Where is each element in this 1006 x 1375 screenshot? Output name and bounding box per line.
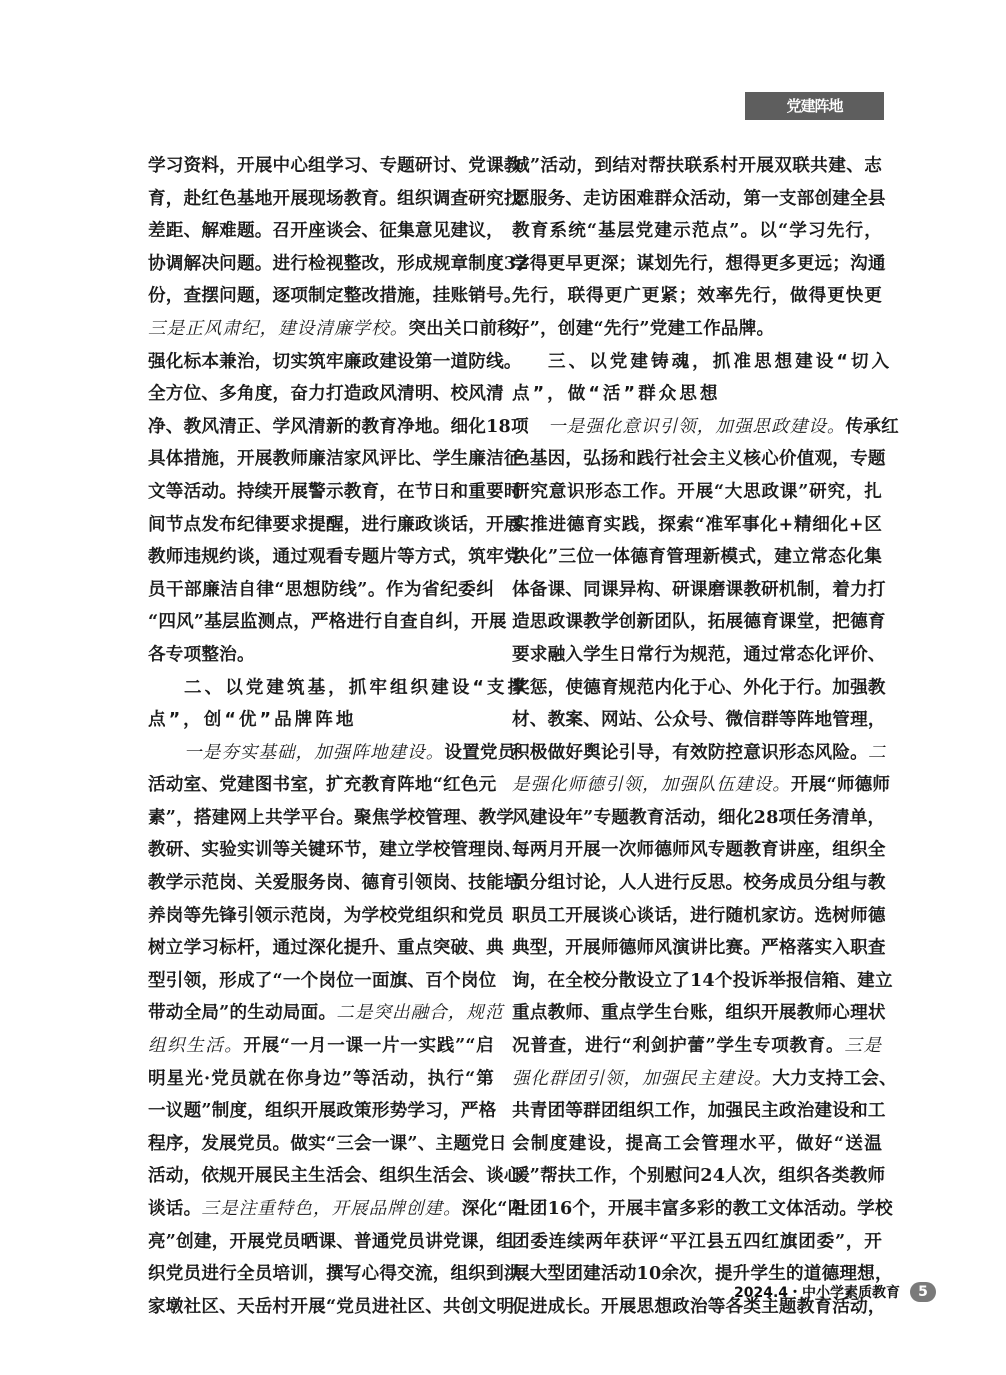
text-line: 活动，依规开展民主生活会、组织生活会、谈心 — [148, 1165, 522, 1187]
text-line: 团委连续两年获评“平江县五四红旗团委”，开 — [512, 1230, 882, 1252]
section-tag: 党建阵地 — [745, 92, 884, 120]
text-line: 询，在全校分散设立了14个投诉举报信箱、建立 — [512, 969, 893, 991]
body-text: 谈话。 — [148, 1198, 202, 1219]
subheading-text: 二是突出融合，规范 — [336, 1003, 504, 1024]
text-line: 份，查摆问题，逐项制定整改措施，挂账销号。 — [148, 285, 522, 307]
text-line: 学习资料，开展中心组学习、专题研讨、党课教 — [148, 155, 522, 176]
text-line: 协调解决问题。进行检视整改，形成规章制度32 — [148, 252, 529, 274]
text-line: 亮”创建，开展党员晒课、普通党员讲党课，组 — [148, 1230, 515, 1252]
text-line: 职员工开展谈心谈话，进行随机家访。选树师德 — [512, 904, 886, 926]
text-line — [512, 1063, 897, 1096]
text-line — [148, 737, 516, 770]
subheading-text: 一是强化意识引领，加强思政建设。 — [548, 416, 846, 437]
text-line — [512, 769, 891, 802]
text-line: 教育系统“基层党建示范点”。以“学习先行， — [512, 220, 882, 242]
text-line: 程序，发展党员。做实“三会一课”、主题党日 — [148, 1132, 507, 1154]
text-line: 愿服务、走访困难群众活动，第一支部创建全县 — [512, 187, 886, 209]
text-line: 育，赴红色基地开展现场教育。组织调查研究找 — [148, 187, 522, 209]
text-line: 织党员进行全员培训，撰写心得交流，组织到洪 — [148, 1263, 522, 1285]
body-text: 积极做好舆论引导，有效防控意识形态风险。 — [512, 741, 868, 763]
body-text: 设置党员 — [444, 741, 516, 763]
left-column — [148, 150, 533, 1323]
text-line: 块化”三位一体德育管理新模式，建立常态化集 — [512, 546, 882, 568]
text-line: 一议题”制度，组织开展政策形势学习，严格 — [148, 1100, 497, 1122]
text-line: 文等活动。持续开展警示教育，在节日和重要时 — [148, 480, 522, 502]
text-line: 要求融入学生日常行为规范，通过常态化评价、 — [512, 643, 886, 665]
body-text: 况普查，进行“利剑护蕾”学生专项教育。 — [512, 1035, 845, 1057]
text-line: 先行，联得更广更紧；效率先行，做得更快更 — [512, 285, 882, 307]
subheading-text: 一是夯实基础，加强阵地建设。 — [184, 742, 445, 763]
text-line: 学得更早更深；谋划先行，想得更多更远；沟通 — [512, 252, 886, 274]
text-line: 树立学习标杆，通过深化提升、重点突破、典 — [148, 937, 504, 959]
text-line: 促进成长。开展思想政治等各类主题教育活动， — [512, 1295, 886, 1317]
text-line — [512, 737, 887, 770]
section-heading-line: 点”，做“活”群众思想 — [512, 384, 721, 405]
subheading-text: 三是正风肃纪，建设清廉学校。 — [148, 318, 409, 339]
text-line: 家墩社区、天岳村开展“党员进社区、共创文明 — [148, 1295, 515, 1317]
text-line: 净、教风清正、学风清新的教育净地。细化18项 — [148, 415, 529, 437]
text-line: 养岗等先锋引领示范岗，为学校党组织和党员 — [148, 904, 504, 926]
text-line: 具体措施，开展教师廉洁家风评比、学生廉洁征 — [148, 448, 522, 470]
text-line: 典型，开展师德师风演讲比赛。严格落实入职查 — [512, 937, 886, 959]
body-text: 开展“师德师 — [790, 774, 891, 796]
text-line: 好”，创建“先行”党建工作品牌。 — [512, 317, 775, 339]
text-line: 材、教案、网站、公众号、微信群等阵地管理， — [512, 709, 886, 731]
text-line: 差距、解难题。召开座谈会、征集意见建议， — [148, 220, 504, 242]
text-line: 暖”帮扶工作，个别慰问24人次，组织各类教师 — [512, 1165, 886, 1187]
body-text: 传承红 — [845, 415, 899, 437]
text-line: 强化标本兼治，切实筑牢廉政建设第一道防线。 — [148, 350, 522, 372]
body-text: 开展“一月一课一片一实践”“启 — [243, 1035, 494, 1057]
section-heading-line: 点”，创“优”品牌阵地 — [148, 710, 357, 731]
subheading-text: 组织生活。 — [148, 1036, 244, 1057]
subheading-text: 二 — [867, 742, 887, 763]
text-line: 风建设年”专题教育活动，细化28项任务清单， — [512, 806, 886, 828]
subheading-text: 三是 — [844, 1036, 882, 1057]
text-line: 间节点发布纪律要求提醒，进行廉政谈话，开展 — [148, 513, 522, 535]
section-heading-line: 二、以党建筑基，抓牢组织建设“支撑 — [184, 677, 529, 698]
text-line — [148, 1193, 526, 1226]
body-text: 带动全局”的生动局面。 — [148, 1002, 337, 1024]
page-footer — [734, 1280, 936, 1304]
text-line: 重点教师、重点学生台账，组织开展教师心理状 — [512, 1002, 886, 1024]
text-line: 素”，搭建网上共学平台。聚焦学校管理、教学 — [148, 806, 515, 828]
text-line: 展大型团建活动10余次，提升学生的道德理想， — [512, 1263, 893, 1285]
text-line — [148, 997, 504, 1030]
text-line — [148, 313, 533, 346]
text-line: “四风”基层监测点，严格进行自查自纠，开展 — [148, 611, 507, 633]
page-number-badge: 5 — [910, 1282, 936, 1302]
text-line: 全方位、多角度，奋力打造政风清明、校风清 — [148, 383, 504, 405]
text-line: 员干部廉洁自律“思想防线”。作为省纪委纠 — [148, 578, 494, 600]
text-line: 型引领，形成了“一个岗位一面旗、百个岗位 — [148, 969, 497, 991]
text-line — [512, 411, 899, 444]
text-line: 社团16个，开展丰富多彩的教工文体活动。学校 — [512, 1198, 893, 1219]
text-line: 各专项整治。 — [148, 643, 255, 665]
body-text: 大力支持工会、 — [772, 1067, 897, 1089]
text-line: 教研、实验实训等关键环节，建立学校管理岗、 — [148, 839, 522, 861]
text-line: 体备课、同课异构、研课磨课教研机制，着力打 — [512, 578, 886, 600]
text-line: 城”活动，到结对帮扶联系村开展双联共建、志 — [512, 155, 882, 176]
text-line: 实推进德育实践，探索“准军事化+精细化+区 — [512, 513, 882, 535]
text-line: 员分组讨论，人人进行反思。校务成员分组与教 — [512, 872, 886, 894]
text-line: 奖惩，使德育规范内化于心、外化于行。加强教 — [512, 676, 886, 698]
text-line: 活动室、党建图书室，扩充教育阵地“红色元 — [148, 774, 497, 796]
issue-label: 2024.4・中小学素质教育 — [734, 1285, 901, 1301]
text-line: 教学示范岗、关爱服务岗、德育引领岗、技能培 — [148, 872, 522, 894]
body-text: 深化“四 — [461, 1198, 526, 1219]
text-line: 色基因，弘扬和践行社会主义核心价值观，专题 — [512, 448, 886, 470]
text-line: 教师违规约谈，通过观看专题片等方式，筑牢党 — [148, 546, 522, 568]
body-text: 突出关口前移， — [408, 317, 533, 339]
text-line: 研究意识形态工作。开展“大思政课”研究，扎 — [512, 480, 882, 502]
text-line: 每两月开展一次师德师风专题教育讲座，组织全 — [512, 839, 886, 861]
text-line — [148, 1030, 494, 1063]
text-line: 共青团等群团组织工作，加强民主政治建设和工 — [512, 1100, 886, 1122]
section-heading-line: 三、以党建铸魂，抓准思想建设“切入 — [548, 351, 893, 372]
text-line: 明星光·党员就在你身边”等活动，执行“第 — [148, 1067, 494, 1089]
subheading-text: 是强化师德引领，加强队伍建设。 — [512, 775, 791, 796]
text-line — [512, 1030, 882, 1063]
subheading-text: 三是注重特色，开展品牌创建。 — [201, 1199, 462, 1219]
subheading-text: 强化群团引领，加强民主建设。 — [512, 1068, 773, 1089]
right-column — [512, 150, 899, 1323]
text-line: 造思政课教学创新团队，拓展德育课堂，把德育 — [512, 611, 886, 633]
text-line: 会制度建设，提高工会管理水平，做好“送温 — [512, 1132, 882, 1154]
